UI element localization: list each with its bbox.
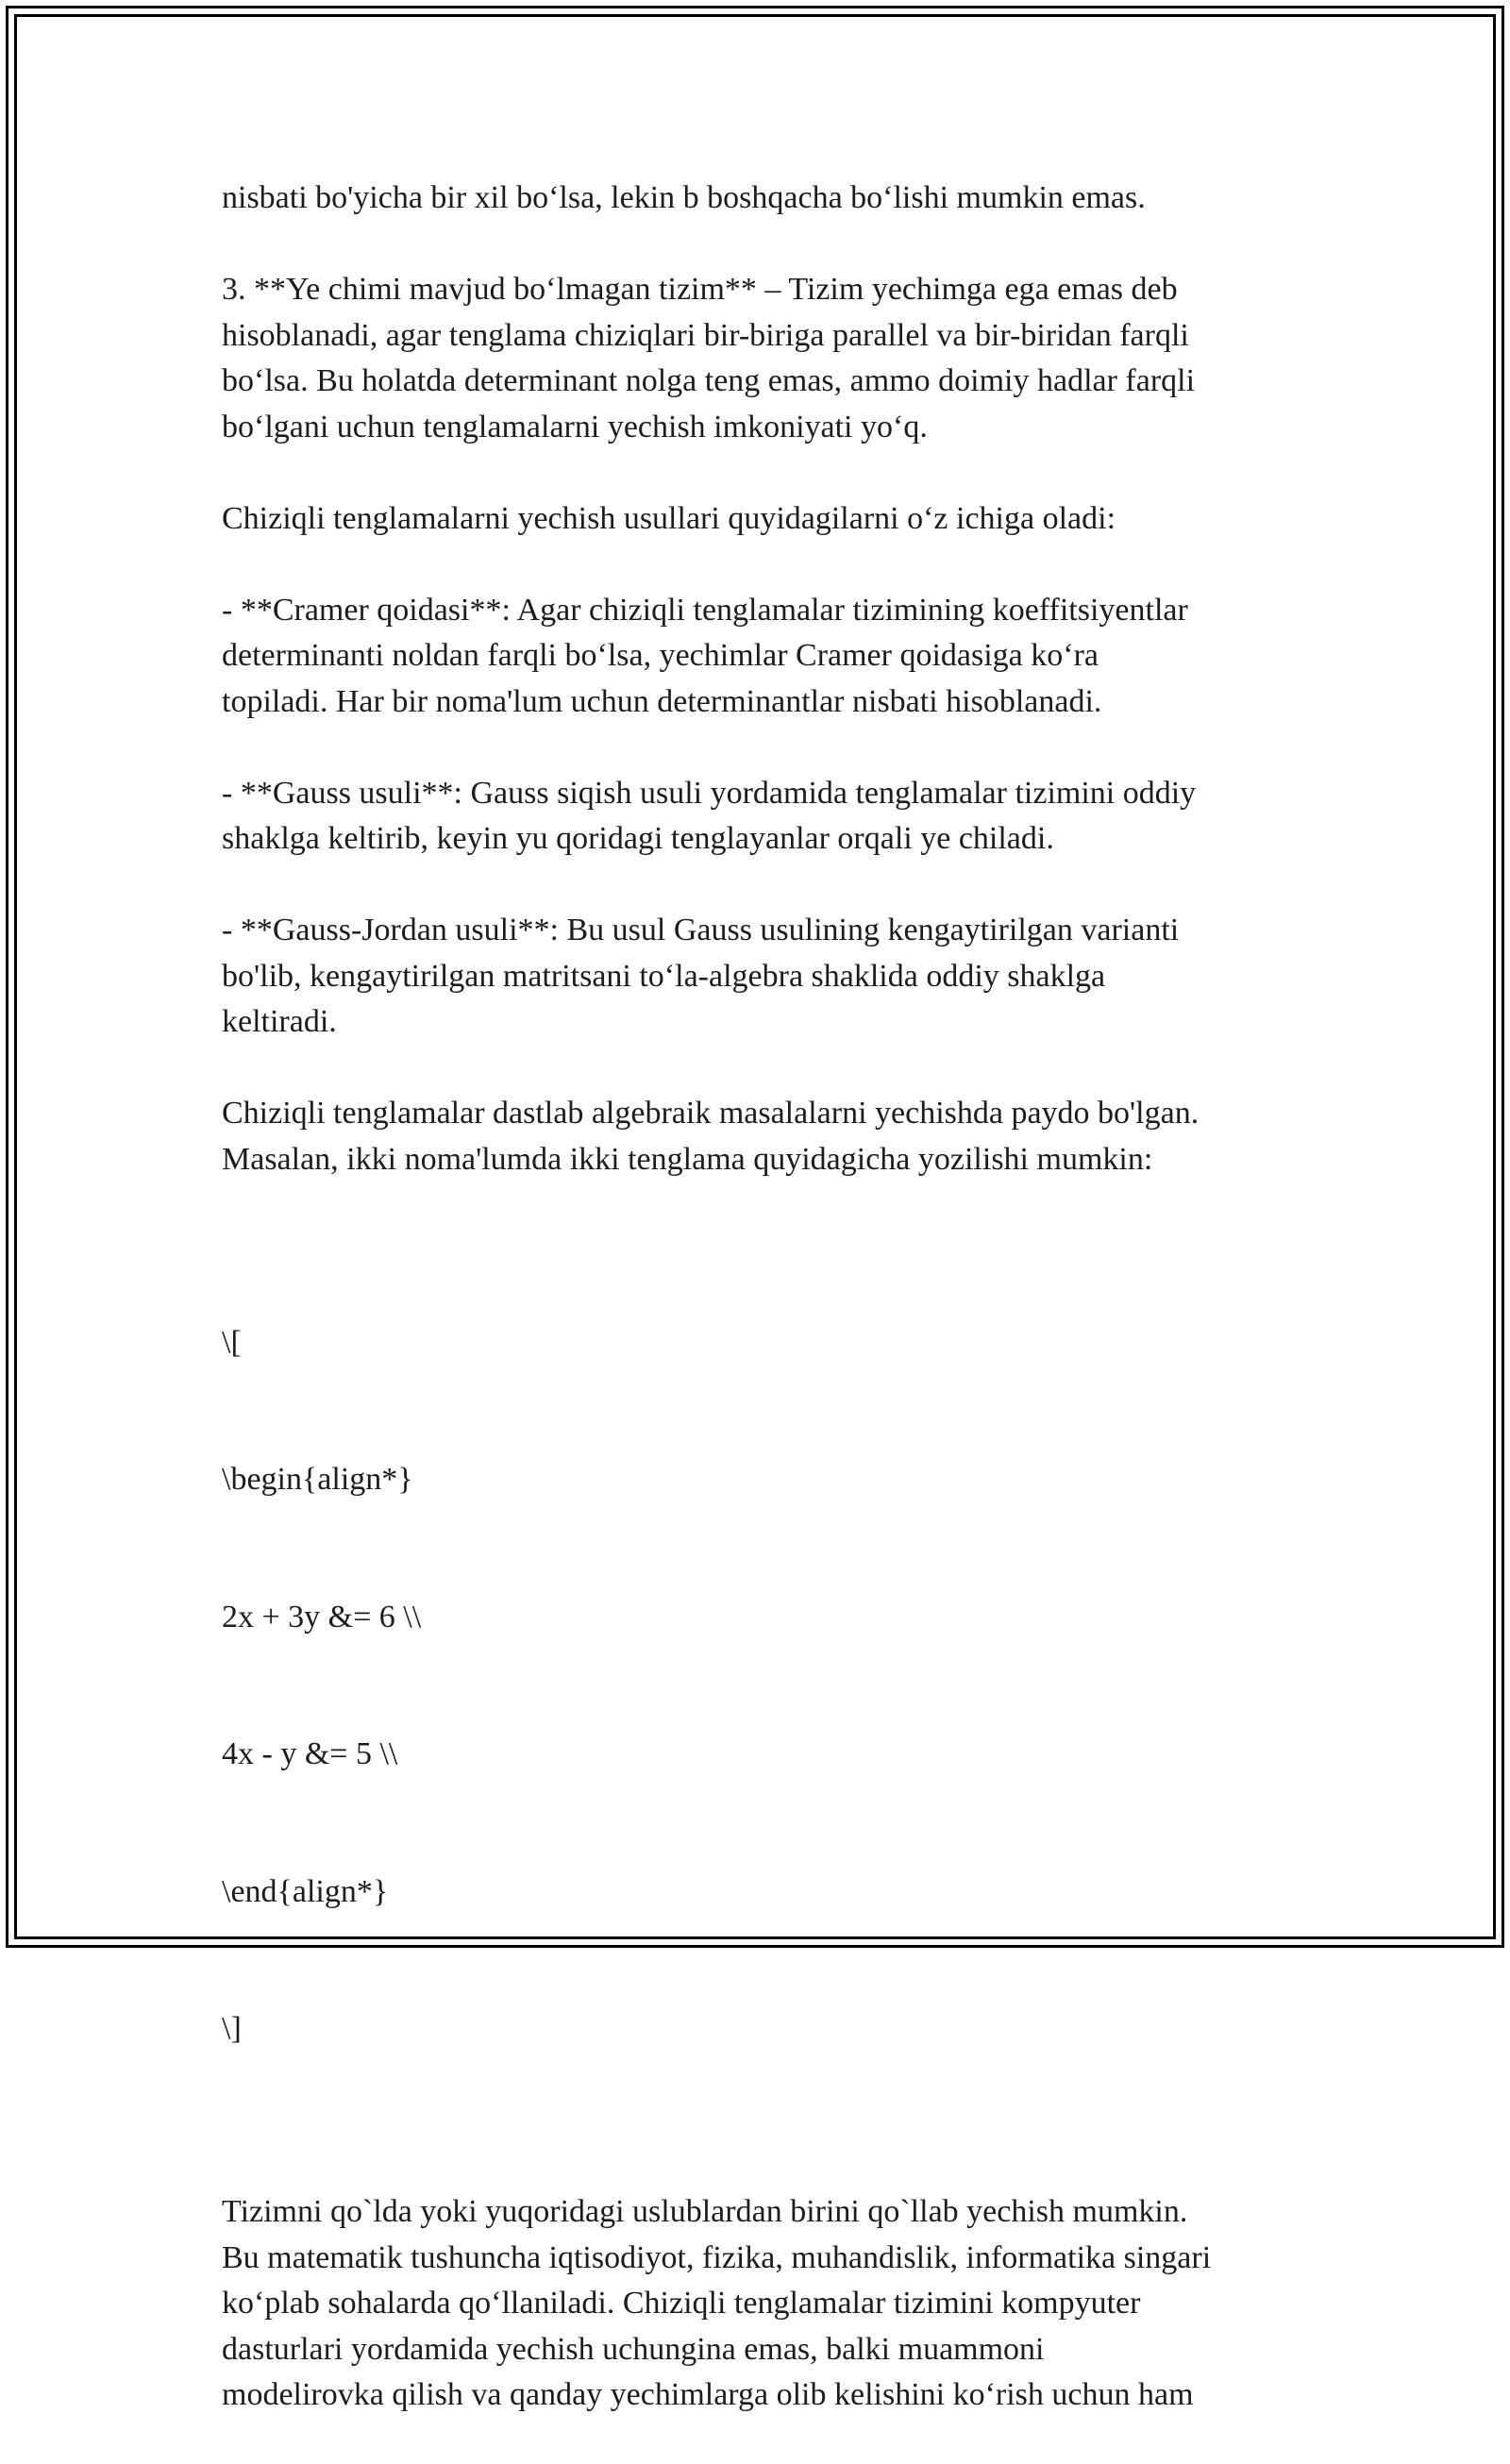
text-line: ko‘plab sohalarda qo‘llaniladi. Chiziqli tenglamalar tizimini kompyuter xyxy=(222,2286,1141,2321)
text-line: determinanti noldan farqli bo‘lsa, yechimlar Cramer qoidasiga ko‘ra xyxy=(222,638,1099,673)
latex-equation-block xyxy=(222,1229,1317,2144)
paragraph-gauss-jordan-method xyxy=(222,908,1317,1046)
paragraph-gauss-method xyxy=(222,771,1317,863)
text-line: keltiradi. xyxy=(222,1004,337,1039)
text-line: Masalan, ikki noma'lumda ikki tenglama quyidagicha yozilishi mumkin: xyxy=(222,1141,1153,1177)
latex-line: \] xyxy=(222,2011,242,2046)
text-line: topiladi. Har bir noma'lum uchun determinantlar nisbati hisoblanadi. xyxy=(222,683,1102,719)
text-line: - **Gauss usuli**: Gauss siqish usuli yordamida tenglamalar tizimini oddiy xyxy=(222,775,1197,811)
paragraph-methods-intro xyxy=(222,496,1317,543)
text-line: Chiziqli tenglamalar dastlab algebraik masalalarni yechishda paydo bo'lgan. xyxy=(222,1096,1200,1131)
latex-line: \begin{align*} xyxy=(222,1462,413,1497)
text-line: bo'lib, kengaytirilgan matritsani to‘la-algebra shaklida oddiy shaklga xyxy=(222,958,1106,994)
document-body xyxy=(222,176,1317,2464)
paragraph-continuation xyxy=(222,176,1317,222)
latex-line: 4x - y &= 5 \\ xyxy=(222,1736,398,1771)
text-line: 3. **Ye chimi mavjud bo‘lmagan tizim** – Tizim yechimga ega emas deb xyxy=(222,272,1178,307)
text-line: bo‘lgani uchun tenglamalarni yechish imkoniyati yo‘q. xyxy=(222,409,928,444)
latex-line: \[ xyxy=(222,1324,242,1360)
text-line: shaklga keltirib, keyin yu qoridagi tenglayanlar orqali ye chiladi. xyxy=(222,821,1054,856)
text-line: - **Gauss-Jordan usuli**: Bu usul Gauss usulining kengaytirilgan varianti xyxy=(222,913,1180,947)
paragraph-closing xyxy=(222,2189,1317,2419)
text-line: Tizimni qo`lda yoki yuqoridagi uslublardan birini qo`llab yechish mumkin. xyxy=(222,2194,1188,2229)
paragraph-no-solution-system xyxy=(222,267,1317,450)
latex-line: 2x + 3y &= 6 \\ xyxy=(222,1599,422,1634)
text-line: hisoblanadi, agar tenglama chiziqlari bir-biriga parallel va bir-biridan farqli xyxy=(222,317,1189,353)
text-line: nisbati bo'yicha bir xil bo‘lsa, lekin b boshqacha bo‘lishi mumkin emas. xyxy=(222,180,1146,215)
latex-line: \end{align*} xyxy=(222,1873,389,1909)
text-line: Chiziqli tenglamalarni yechish usullari quyidagilarni o‘z ichiga oladi: xyxy=(222,500,1116,536)
text-line: dasturlari yordamida yechish uchungina emas, balki muammoni xyxy=(222,2331,1045,2367)
text-line: Bu matematik tushuncha iqtisodiyot, fizika, muhandislik, informatika singari xyxy=(222,2239,1212,2275)
text-line: modelirovka qilish va qanday yechimlarga olib kelishini ko‘rish uchun ham xyxy=(222,2377,1194,2412)
paragraph-cramer-rule xyxy=(222,588,1317,726)
text-line: - **Cramer qoidasi**: Agar chiziqli tenglamalar tizimining koeffitsiyentlar xyxy=(222,592,1188,628)
text-line: bo‘lsa. Bu holatda determinant nolga teng emas, ammo doimiy hadlar farqli xyxy=(222,363,1196,398)
paragraph-history xyxy=(222,1091,1317,1182)
